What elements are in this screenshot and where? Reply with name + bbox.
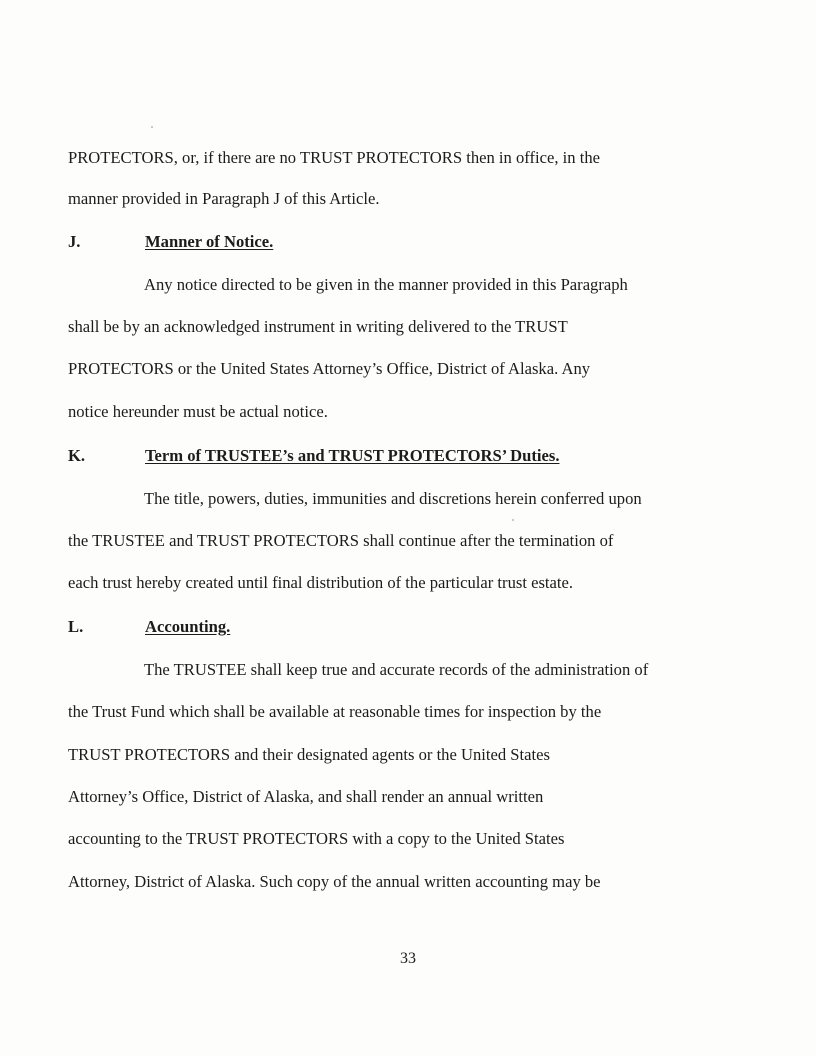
paragraph-line: the TRUSTEE and TRUST PROTECTORS shall continue after the termination of	[68, 531, 614, 550]
paragraph-line: PROTECTORS, or, if there are no TRUST PROTECTORS then in office, in the	[68, 148, 601, 167]
section-letter: L.	[68, 617, 84, 636]
paragraph-line: Attorney’s Office, District of Alaska, and shall render an annual written	[68, 787, 544, 806]
paragraph-line: Attorney, District of Alaska. Such copy of the annual written accounting may be	[68, 872, 601, 891]
paragraph-line: the Trust Fund which shall be available at reasonable times for inspection by the	[68, 702, 602, 721]
page-number: 33	[400, 950, 416, 967]
paragraph-line: notice hereunder must be actual notice.	[68, 402, 328, 421]
section-title: Manner of Notice.	[145, 232, 274, 251]
section-title: Accounting.	[145, 617, 231, 636]
paragraph-line: shall be by an acknowledged instrument in writing delivered to the TRUST	[68, 317, 568, 336]
section-title: Term of TRUSTEE’s and TRUST PROTECTORS’ Duties.	[145, 446, 560, 465]
paragraph-line: TRUST PROTECTORS and their designated agents or the United States	[68, 745, 550, 764]
section-heading-k	[68, 446, 559, 466]
paragraph-line: The TRUSTEE shall keep true and accurate records of the administration of	[144, 660, 649, 679]
paragraph-line: each trust hereby created until final distribution of the particular trust estate.	[68, 573, 574, 592]
paragraph-line: Any notice directed to be given in the manner provided in this Paragraph	[144, 275, 628, 294]
section-letter: J.	[68, 232, 81, 251]
paragraph-line: The title, powers, duties, immunities and discretions herein conferred upon	[144, 489, 642, 508]
section-heading-l	[68, 617, 230, 637]
paragraph-line: PROTECTORS or the United States Attorney’s Office, District of Alaska. Any	[68, 359, 591, 378]
section-heading-j	[68, 232, 273, 252]
scan-speck	[151, 126, 153, 128]
paragraph-line: manner provided in Paragraph J of this Article.	[68, 189, 380, 208]
section-letter: K.	[68, 446, 86, 465]
paragraph-line: accounting to the TRUST PROTECTORS with a copy to the United States	[68, 829, 565, 848]
scan-speck	[512, 519, 514, 521]
